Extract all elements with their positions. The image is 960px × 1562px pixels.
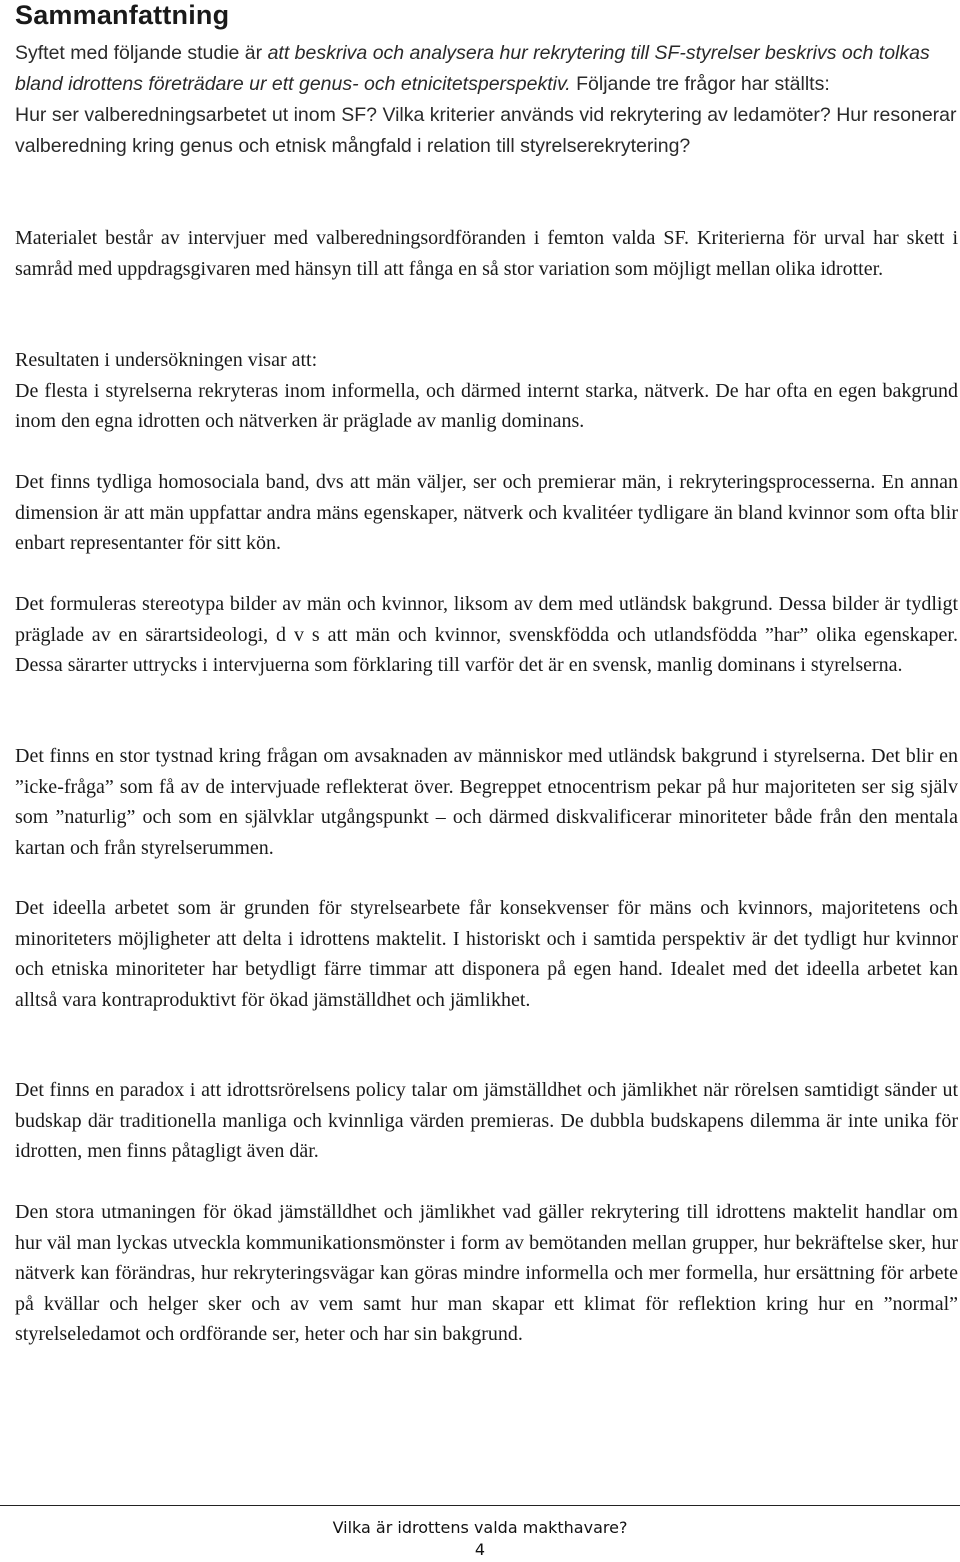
intro-questions [15,100,958,162]
paragraph-text: Resultaten i undersökningen visar att: [15,349,318,371]
footer-divider [0,1505,960,1506]
footer-title: Vilka är idrottens valda makthavare? [332,1518,628,1537]
question-3: Hur resonerar valberedning kring genus och etnisk mångfald i relation till styrelserekrytering? [15,104,957,157]
paragraph-stereotypes [15,589,958,681]
paragraph-material [15,223,958,284]
question-2: Vilka kriterier används vid rekrytering av ledamöter? [382,104,837,126]
paragraph-text: Det finns en stor tystnad kring frågan om avsaknaden av människor med utländsk bakgrund i styrelserna. Det blir en ”icke-fråga” som få av de intervjuade reflekterat över. Begreppet etnocentrism pekar på hur majoriteten ser sig själv som ”naturlig” och som en självklar utgångspunkt – och därmed diskvalificerar minoriteter både från den mentala kartan och från styrelserummen. [15,745,958,859]
paragraph-text: Det formuleras stereotypa bilder av män och kvinnor, liksom av dem med utländsk bakgrund. Dessa bilder är tydligt präglade av en särartsideologi, d v s att män och kvinnor, svenskfödda och utlandsfödda ”har” olika egenskaper. Dessa särarter uttrycks i intervjuerna som förklaring till varför det är en svensk, manlig dominans i styrelserna. [15,593,958,676]
paragraph-paradox [15,1075,958,1167]
paragraph-homosocial [15,467,958,559]
paragraph-text: De flesta i styrelserna rekryteras inom informella, och därmed internt starka, nätverk. De har ofta en egen bakgrund inom den egna idrotten och nätverken är präglade av manlig dominans. [15,379,958,432]
page-title: Sammanfattning [15,0,230,30]
paragraph-text: Det ideella arbetet som är grunden för styrelsearbete får konsekvenser för mäns och kvinnors, majoritetens och minoriteters möjligheter att delta i idrottens maktelit. I historiskt och i samtida perspektiv är det tydligt hur kvinnor och etniska minoriteter har betydligt färre timmar att disponera på egen hand. Idealet med det ideella arbetet kan alltså vara kontraproduktivt för ökad jämställdhet och jämlikhet. [15,897,958,1011]
intro-purpose-prefix: Syftet med följande studie är [15,42,268,64]
paragraph-voluntary-work [15,893,958,1015]
paragraph-text: Materialet består av intervjuer med valberedningsordföranden i femton valda SF. Kriterierna för urval har skett i samråd med uppdragsgivaren med hänsyn till att fånga en så stor variation som möjligt mellan olika idrotter. [15,227,958,280]
paragraph-text: Det finns tydliga homosociala band, dvs att män väljer, ser och premierar män, i rekryteringsprocesserna. En annan dimension är att män uppfattar andra mäns egenskaper, nätverk och kvalitéer tydligare än bland kvinnor som ofta blir enbart representanter för sitt kön. [15,471,958,554]
paragraph-text: Den stora utmaningen för ökad jämställdhet och jämlikhet vad gäller rekrytering till idrottens maktelit handlar om hur väl man lyckas utveckla kommunikationsmönster i form av bemötanden mellan grupper, hur bekräftelse sker, hur nätverk kan förändras, hur rekryteringsvägar kan göras mindre informella och mer formella, hur ersättning för arbete på kvällar och helger sker och av vem samt hur man skapar ett klimat för reflektion kring hur en ”normal” styrelseledamot och ordförande ser, heter och har sin bakgrund. [15,1201,958,1345]
page-number: 4 [474,1540,486,1559]
intro-section [15,38,958,162]
paragraph-text: Det finns en paradox i att idrottsrörelsens policy talar om jämställdhet och jämlikhet när rörelsen samtidigt sänder ut budskap där traditionella manliga och kvinnliga värden premieras. De dubbla budskapens dilemma är inte unika för idrotten, men finns påtagligt även där. [15,1079,958,1162]
paragraph-results [15,345,958,437]
question-1: Hur ser valberedningsarbetet ut inom SF? [15,104,383,126]
paragraph-silence [15,741,958,863]
intro-purpose-suffix: Följande tre frågor har ställts: [570,73,830,95]
intro-purpose [15,38,958,100]
intro-purpose-italic: att beskriva och analysera hur rekrytering till SF-styrelser beskrivs och tolkas bland idrottens företrädare ur ett genus- och etnicitetsperspektiv. [15,42,930,95]
paragraph-challenge [15,1197,958,1350]
